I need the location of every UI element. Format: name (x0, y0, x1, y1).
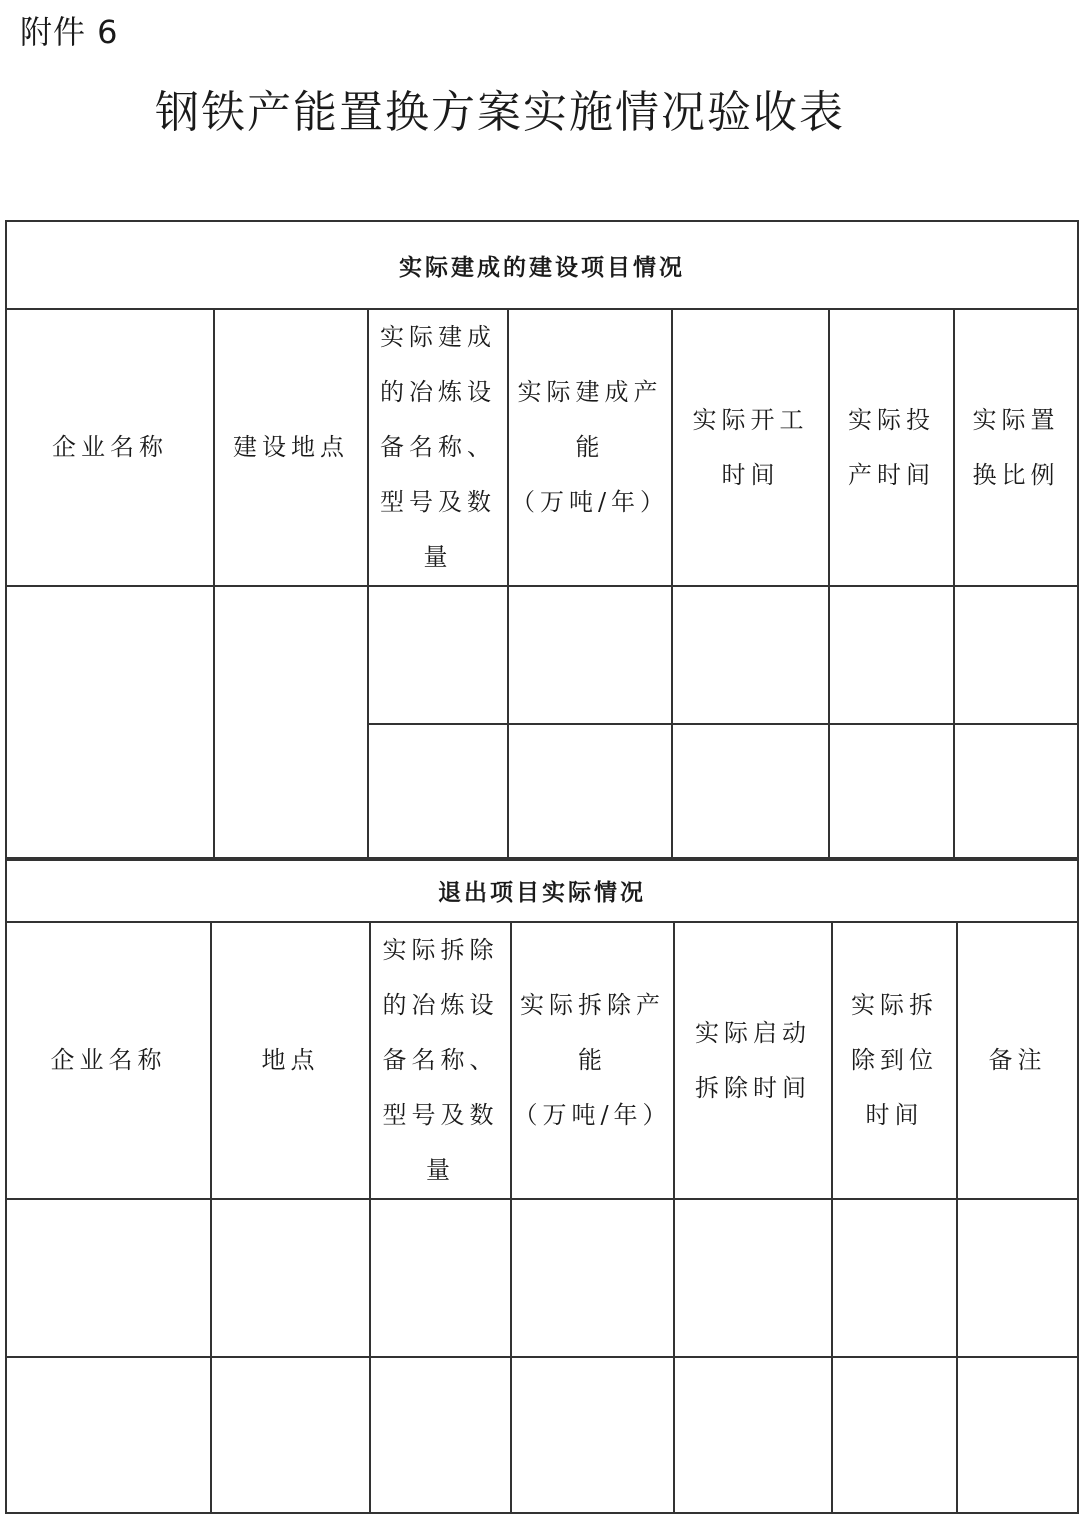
exit-header-demolition-complete-time: 实际拆 除到位 时间 (832, 922, 957, 1199)
exit-cell-equipment[interactable] (370, 1199, 511, 1357)
exit-cell-remarks[interactable] (957, 1199, 1078, 1357)
built-header-company-name: 企业名称 (6, 309, 214, 586)
built-cell-replacement-ratio[interactable] (954, 586, 1078, 724)
exit-cell-capacity[interactable] (511, 1199, 674, 1357)
built-cell-start-time[interactable] (672, 586, 829, 724)
exit-cell-demolition-complete-time[interactable] (832, 1199, 957, 1357)
exit-cell-demolition-complete-time[interactable] (832, 1357, 957, 1513)
built-section-title: 实际建成的建设项目情况 (6, 221, 1078, 309)
built-cell-equipment[interactable] (368, 724, 508, 860)
exit-header-location: 地点 (211, 922, 370, 1199)
exit-header-demolition-start-time: 实际启动 拆除时间 (674, 922, 832, 1199)
exit-cell-demolition-start-time[interactable] (674, 1199, 832, 1357)
built-cell-production-time[interactable] (829, 586, 954, 724)
exit-cell-location[interactable] (211, 1199, 370, 1357)
attachment-label: 附件 6 (20, 13, 119, 51)
built-cell-equipment[interactable] (368, 586, 508, 724)
exit-cell-capacity[interactable] (511, 1357, 674, 1513)
built-cell-start-time[interactable] (672, 724, 829, 860)
built-header-equipment: 实际建成 的冶炼设 备名称、 型号及数 量 (368, 309, 508, 586)
built-cell-capacity[interactable] (508, 724, 672, 860)
exit-header-company-name: 企业名称 (6, 922, 211, 1199)
exit-cell-remarks[interactable] (957, 1357, 1078, 1513)
exit-header-remarks: 备注 (957, 922, 1078, 1199)
exit-header-equipment: 实际拆除 的冶炼设 备名称、 型号及数 量 (370, 922, 511, 1199)
built-cell-capacity[interactable] (508, 586, 672, 724)
exit-header-capacity: 实际拆除产 能 （万吨/年） (511, 922, 674, 1199)
document-title: 钢铁产能置换方案实施情况验收表 (155, 87, 845, 138)
exit-cell-company-name[interactable] (6, 1357, 211, 1513)
exit-cell-equipment[interactable] (370, 1357, 511, 1513)
exit-cell-demolition-start-time[interactable] (674, 1357, 832, 1513)
built-cell-company-name[interactable] (6, 586, 214, 860)
exit-projects-table (5, 857, 1079, 1514)
built-cell-location[interactable] (214, 586, 368, 860)
exit-cell-location[interactable] (211, 1357, 370, 1513)
built-header-replacement-ratio: 实际置 换比例 (954, 309, 1078, 586)
built-header-start-time: 实际开工 时间 (672, 309, 829, 586)
exit-section-title: 退出项目实际情况 (6, 858, 1078, 922)
built-cell-replacement-ratio[interactable] (954, 724, 1078, 860)
built-cell-production-time[interactable] (829, 724, 954, 860)
built-header-production-time: 实际投 产时间 (829, 309, 954, 586)
exit-cell-company-name[interactable] (6, 1199, 211, 1357)
built-header-capacity: 实际建成产 能 （万吨/年） (508, 309, 672, 586)
built-projects-table (5, 220, 1079, 861)
built-header-location: 建设地点 (214, 309, 368, 586)
